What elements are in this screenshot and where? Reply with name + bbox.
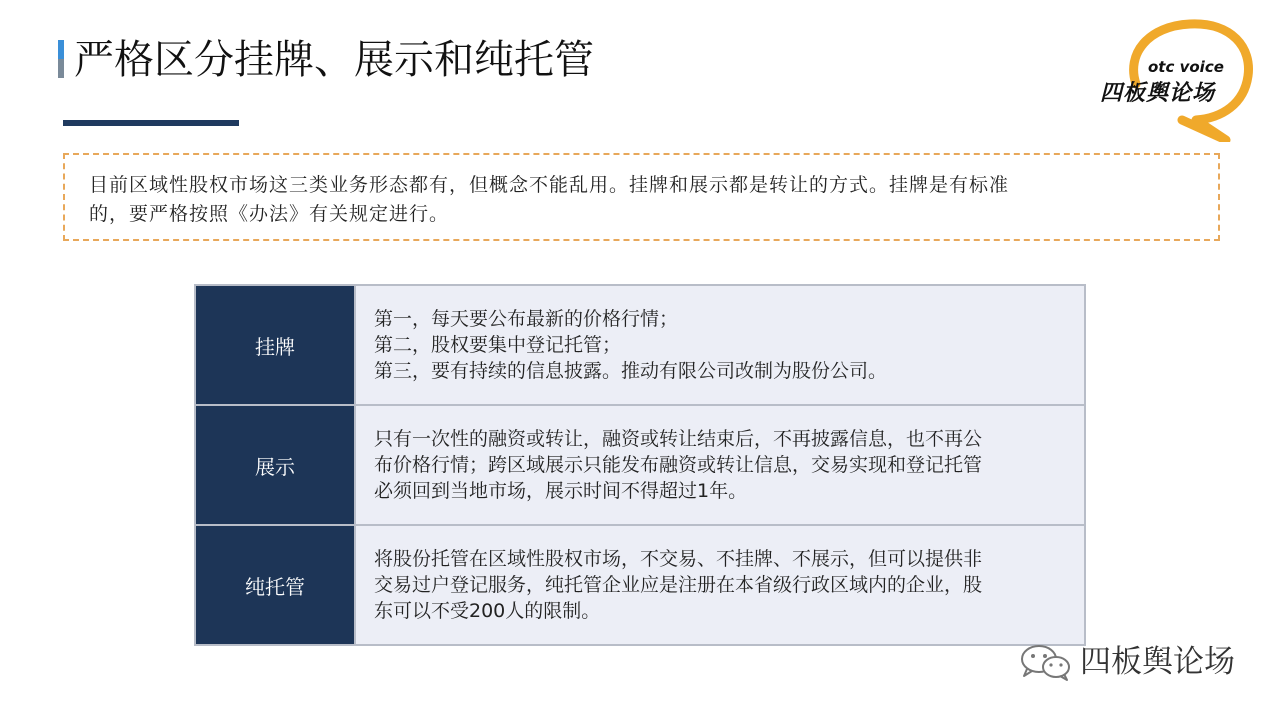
content-line: 只有一次性的融资或转让，融资或转让结束后，不再披露信息，也不再公 (374, 428, 983, 450)
wechat-watermark (1018, 640, 1258, 684)
intro-line: 的，要严格按照《办法》有关规定进行。 (89, 203, 450, 225)
row-label: 挂牌 (195, 285, 355, 405)
comparison-table (194, 284, 1086, 646)
intro-callout (63, 153, 1220, 241)
table-row-listing (195, 285, 1085, 405)
logo-top-text: otc voice (1148, 58, 1224, 76)
row-content (355, 525, 1085, 645)
row-label: 展示 (195, 405, 355, 525)
content-line: 交易过户登记服务，纯托管企业应是注册在本省级行政区域内的企业，股 (374, 574, 983, 596)
page-title: 严格区分挂牌、展示和纯托管 (74, 37, 594, 83)
title-accent-bar (58, 40, 64, 78)
content-line: 必须回到当地市场，展示时间不得超过1年。 (374, 480, 748, 502)
content-line: 将股份托管在区域性股权市场，不交易、不挂牌、不展示，但可以提供非 (374, 548, 983, 570)
otc-voice-logo (1098, 14, 1260, 142)
watermark-text: 四板舆论场 (1080, 644, 1235, 680)
table-row-display (195, 405, 1085, 525)
content-line: 第一，每天要公布最新的价格行情； (374, 308, 679, 330)
wechat-icon (1018, 642, 1074, 682)
intro-line: 目前区域性股权市场这三类业务形态都有，但概念不能乱用。挂牌和展示都是转让的方式。挂牌是有标准 (89, 174, 1010, 196)
row-content (355, 285, 1085, 405)
content-line: 布价格行情；跨区域展示只能发布融资或转让信息，交易实现和登记托管 (374, 454, 983, 476)
content-line: 第二，股权要集中登记托管； (374, 334, 622, 356)
table-row-custody (195, 525, 1085, 645)
row-content (355, 405, 1085, 525)
title-underline (63, 120, 239, 126)
logo-bottom-text: 四板舆论场 (1100, 81, 1216, 106)
row-label: 纯托管 (195, 525, 355, 645)
content-line: 东可以不受200人的限制。 (374, 600, 601, 622)
intro-text (89, 171, 1194, 229)
content-line: 第三，要有持续的信息披露。推动有限公司改制为股份公司。 (374, 360, 888, 382)
